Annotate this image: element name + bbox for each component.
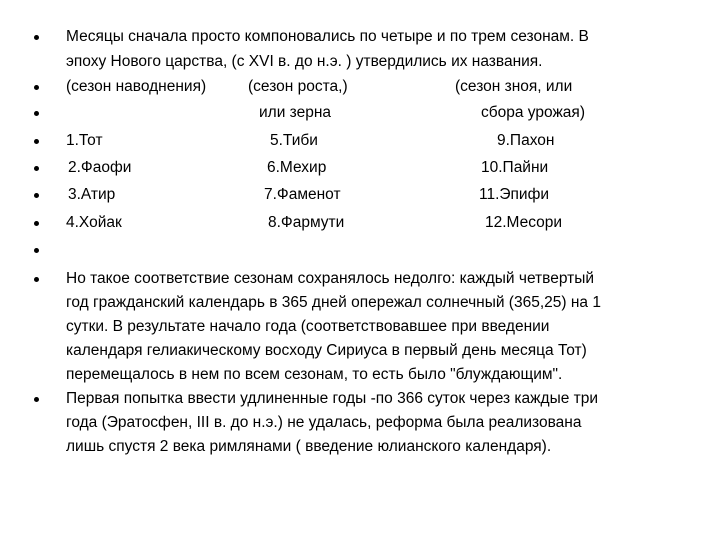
bullet-dot <box>34 111 39 116</box>
paragraph-1-text-4: календаря гелиакическому восходу Сириуса в первый день месяца Тот) <box>66 342 587 359</box>
month-row-4 <box>0 210 720 236</box>
bullet-dot <box>34 277 39 282</box>
paragraph-2-text-1: Первая попытка ввести удлиненные годы -по 366 суток через каждые три <box>66 390 599 407</box>
empty-bullet-row <box>0 237 720 263</box>
season-heat: (сезон зноя, или <box>455 78 573 95</box>
season-growth-sub: или зерна <box>259 104 332 121</box>
month-7: 7.Фаменот <box>264 186 341 203</box>
intro-line-2 <box>0 49 720 75</box>
paragraph-2-text-3: лишь спустя 2 века римлянами ( введение юлианского календаря). <box>66 438 552 455</box>
month-2: 2.Фаофи <box>68 159 132 176</box>
paragraph-1-line-3 <box>0 314 720 340</box>
paragraph-1-line-4 <box>0 338 720 364</box>
paragraph-1-line-5 <box>0 362 720 388</box>
month-row-2 <box>0 155 720 181</box>
bullet-dot <box>34 139 39 144</box>
bullet-dot <box>34 166 39 171</box>
paragraph-2-line-2 <box>0 410 720 436</box>
paragraph-1-line-2 <box>0 290 720 316</box>
paragraph-1-text-2: год гражданский календарь в 365 дней опережал солнечный (365,25) на 1 <box>66 294 601 311</box>
bullet-dot <box>34 35 39 40</box>
month-4: 4.Хойак <box>66 214 122 231</box>
bullet-dot <box>34 248 39 253</box>
paragraph-2-line-1 <box>0 386 720 412</box>
paragraph-2-line-3 <box>0 434 720 460</box>
season-growth: (сезон роста,) <box>248 78 348 95</box>
month-11: 11.Эпифи <box>479 186 549 203</box>
intro-line-1 <box>0 24 720 50</box>
month-1: 1.Тот <box>66 132 103 149</box>
bullet-dot <box>34 193 39 198</box>
month-8: 8.Фармути <box>268 214 345 231</box>
paragraph-1-text-5: перемещалось в нем по всем сезонам, то есть было "блуждающим". <box>66 366 563 383</box>
bullet-dot <box>34 85 39 90</box>
intro-text-1: Месяцы сначала просто компоновались по четыре и по трем сезонам. В <box>66 28 589 45</box>
month-12: 12.Месори <box>485 214 563 231</box>
month-10: 10.Пайни <box>481 159 549 176</box>
intro-text-2: эпоху Нового царства, (с XVI в. до н.э. ) утвердились их названия. <box>66 53 543 70</box>
month-5: 5.Тиби <box>270 132 318 149</box>
season-subheader-row <box>0 100 720 126</box>
season-flood: (сезон наводнения) <box>66 78 207 95</box>
paragraph-2-text-2: года (Эратосфен, III в. до н.э.) не удалась, реформа была реализована <box>66 414 582 431</box>
season-heat-sub: сбора урожая) <box>481 104 585 121</box>
paragraph-1-text-3: сутки. В результате начало года (соответствовавшее при введении <box>66 318 550 335</box>
paragraph-1-text-1: Но такое соответствие сезонам сохранялось недолго: каждый четвертый <box>66 270 595 287</box>
month-3: 3.Атир <box>68 186 116 203</box>
bullet-dot <box>34 397 39 402</box>
month-6: 6.Мехир <box>267 159 327 176</box>
bullet-dot <box>34 221 39 226</box>
paragraph-1-line-1 <box>0 266 720 292</box>
season-header-row <box>0 74 720 100</box>
month-row-3 <box>0 182 720 208</box>
month-row-1 <box>0 128 720 154</box>
month-9: 9.Пахон <box>497 132 555 149</box>
